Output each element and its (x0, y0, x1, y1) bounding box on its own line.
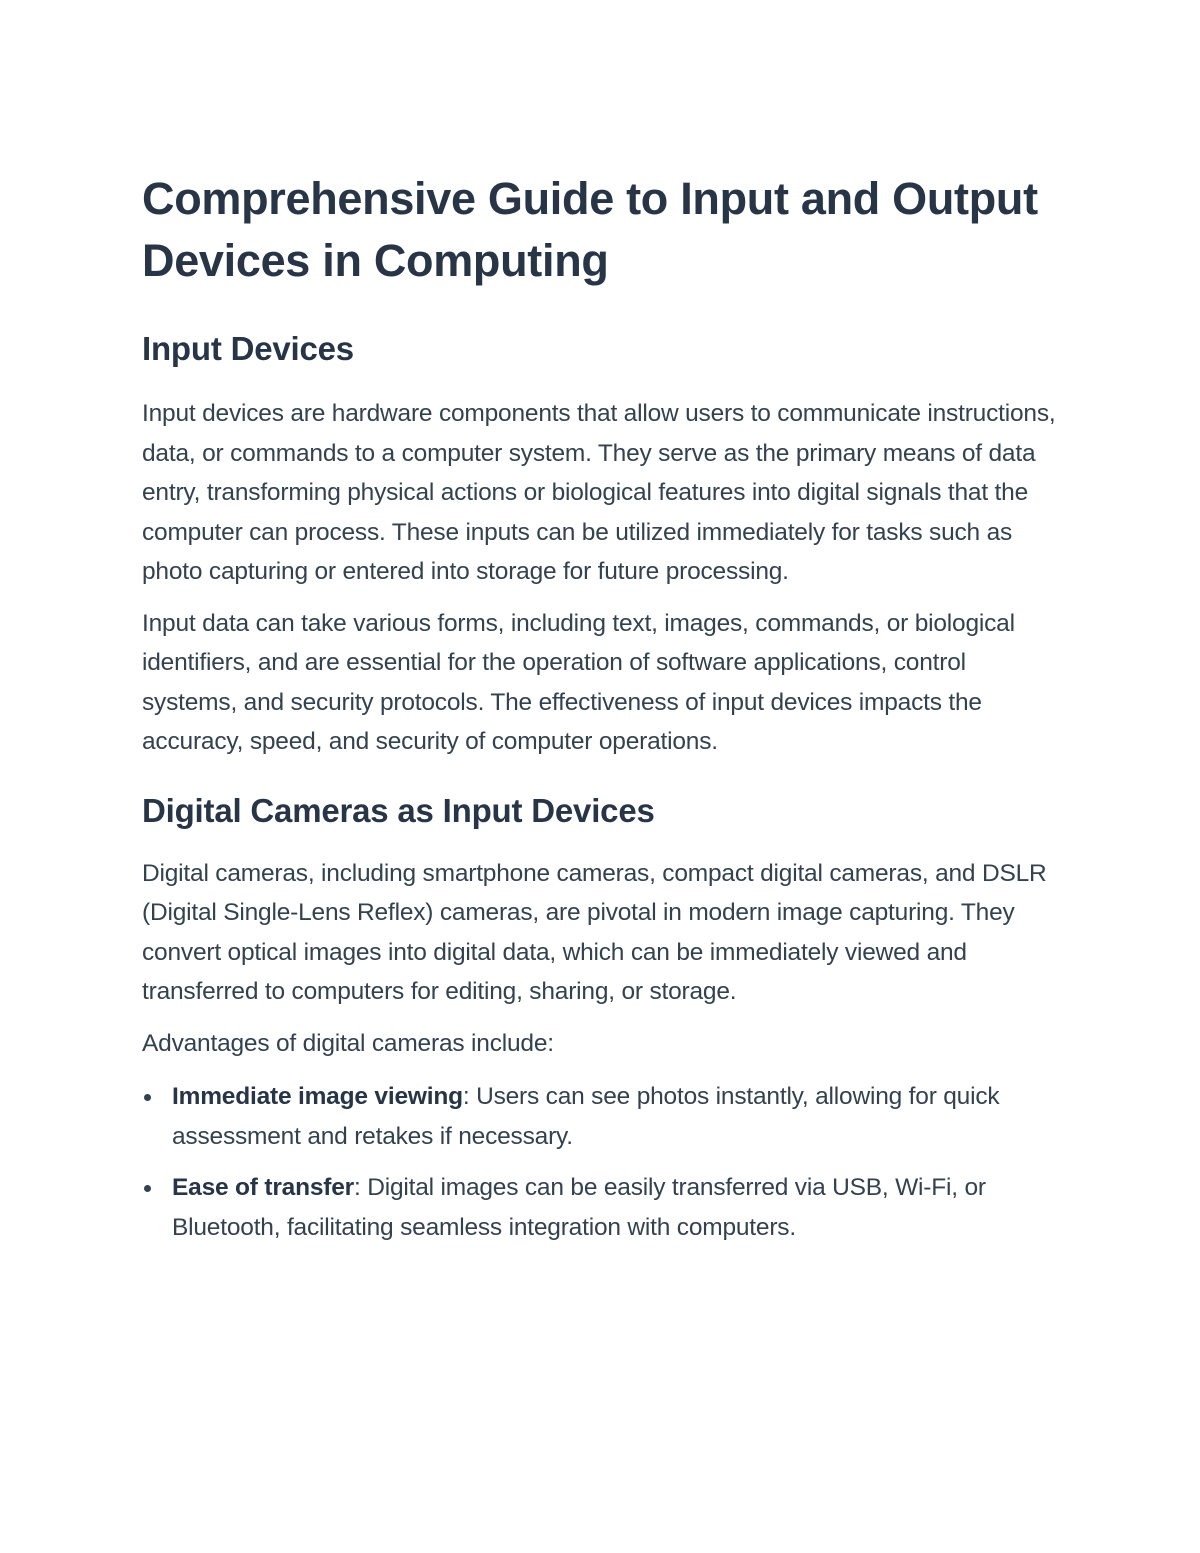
paragraph: Digital cameras, including smartphone cameras, compact digital cameras, and DSLR (Digital Single-Lens Reflex) cameras, are pivotal in modern image capturing. They convert optical images into digital data, which can be immediately viewed and transferred to computers for editing, sharing, or storage. (142, 859, 1047, 1005)
bullet-icon (144, 1185, 151, 1192)
list-item-term: Ease of transfer (172, 1174, 354, 1201)
document-page (142, 168, 1062, 1259)
advantages-list (142, 1077, 1062, 1247)
list-item-term: Immediate image viewing (172, 1083, 463, 1110)
paragraph: Input data can take various forms, including text, images, commands, or biological identifiers, and are essential for the operation of software applications, control systems, and security protocols. The effectiveness of input devices impacts the accuracy, speed, and security of computer operations. (142, 609, 1015, 755)
section-heading-input-devices: Input Devices (142, 330, 354, 367)
list-item-text: : Users can see photos instantly, allowing for quick assessment and retakes if necessary. (172, 1083, 1000, 1150)
paragraph: Advantages of digital cameras include: (142, 1029, 554, 1057)
list-item (142, 1168, 1062, 1247)
section-heading-digital-cameras: Digital Cameras as Input Devices (142, 791, 655, 829)
list-item-text: : Digital images can be easily transferred via USB, Wi-Fi, or Bluetooth, facilitating seamless integration with computers. (172, 1174, 986, 1241)
bullet-icon (144, 1094, 151, 1101)
document-title: Comprehensive Guide to Input and Output Devices in Computing (142, 173, 1038, 286)
paragraph: Input devices are hardware components that allow users to communicate instructions, data, or commands to a computer system. They serve as the primary means of data entry, transforming physical actions or biological features into digital signals that the computer can process. These inputs can be utilized immediately for tasks such as photo capturing or entered into storage for future processing. (142, 400, 1056, 585)
list-item (142, 1077, 1062, 1156)
